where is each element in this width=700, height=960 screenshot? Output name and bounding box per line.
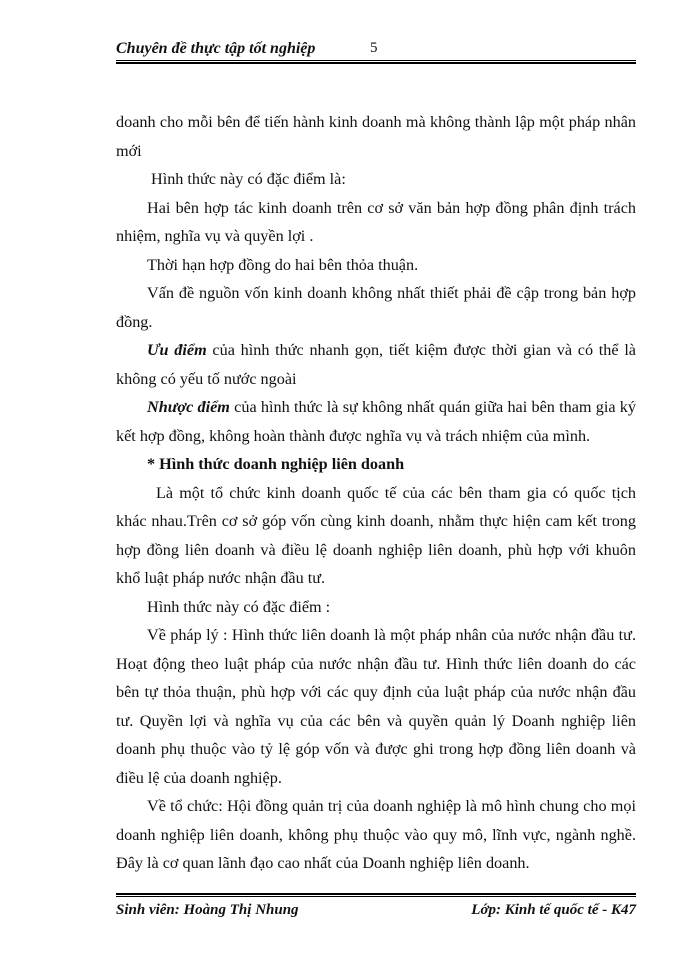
paragraph-contract-term: Thời hạn hợp đồng do hai bên thỏa thuận. bbox=[147, 255, 419, 274]
paragraph-organization: Về tổ chức: Hội đồng quản trị của doanh nghiệp là mô hình chung cho mọi doanh nghiệp liên doanh, không phụ thuộc vào quy mô, lĩnh vực, ngành nghề. Đây là cơ quan lãnh đạo cao nhất của Doanh nghiệp liên doanh. bbox=[116, 797, 636, 872]
page-number: 5 bbox=[370, 40, 378, 56]
section-heading: * Hình thức doanh nghiệp liên doanh bbox=[147, 455, 405, 473]
header-divider bbox=[116, 60, 636, 64]
paragraph-features-intro: Hình thức này có đặc điểm là: bbox=[151, 170, 346, 188]
header-title: Chuyên đề thực tập tốt nghiệp bbox=[116, 40, 316, 57]
document-body bbox=[116, 108, 636, 878]
paragraph-definition: Là một tổ chức kinh doanh quốc tế của các bên tham gia có quốc tịch khác nhau.Trên cơ sở góp vốn cùng kinh doanh, nhằm thực hiện cam kết trong hợp đồng liên doanh và điều lệ doanh nghiệp liên doanh, phù hợp với khuôn khổ luật pháp nước nhận đầu tư. bbox=[116, 483, 636, 587]
page-footer bbox=[116, 893, 636, 923]
advantages-label: Ưu điểm bbox=[147, 341, 207, 359]
paragraph-advantages bbox=[116, 336, 636, 393]
footer-divider bbox=[116, 893, 636, 897]
disadvantages-label: Nhược điểm bbox=[147, 398, 230, 416]
paragraph-features-intro-2: Hình thức này có đặc điểm : bbox=[147, 597, 331, 616]
paragraph-contract-basis: Hai bên hợp tác kinh doanh trên cơ sở văn bản hợp đồng phân định trách nhiệm, nghĩa vụ và quyền lợi . bbox=[116, 198, 636, 245]
paragraph-legal: Về pháp lý : Hình thức liên doanh là một pháp nhân của nước nhận đầu tư. Hoạt động theo luật pháp của nước nhận đầu tư. Hình thức liên doanh do các bên tự thỏa thuận, phù hợp với các quy định của luật pháp của nước nhận đầu tư. Quyền lợi và nghĩa vụ của các bên và quyền quản lý Doanh nghiệp liên doanh phụ thuộc vào tỷ lệ góp vốn và được ghi trong hợp đồng liên doanh và điều lệ của doanh nghiệp. bbox=[116, 626, 636, 787]
paragraph-disadvantages bbox=[116, 393, 636, 450]
paragraph-continuation: doanh cho mỗi bên để tiến hành kinh doanh mà không thành lập một pháp nhân mới bbox=[116, 113, 636, 160]
paragraph-capital: Vấn đề nguồn vốn kinh doanh không nhất thiết phải đề cập trong bản hợp đồng. bbox=[116, 284, 636, 331]
advantages-text: của hình thức nhanh gọn, tiết kiệm được thời gian và có thể là không có yếu tố nước ngoài bbox=[116, 341, 636, 388]
disadvantages-text: của hình thức là sự không nhất quán giữa hai bên tham gia ký kết hợp đồng, không hoàn thành được nghĩa vụ và trách nhiệm của mình. bbox=[116, 398, 636, 445]
footer-class: Lớp: Kinh tế quốc tế - K47 bbox=[471, 902, 636, 918]
footer-student: Sinh viên: Hoàng Thị Nhung bbox=[116, 902, 299, 918]
page-header bbox=[116, 36, 636, 64]
